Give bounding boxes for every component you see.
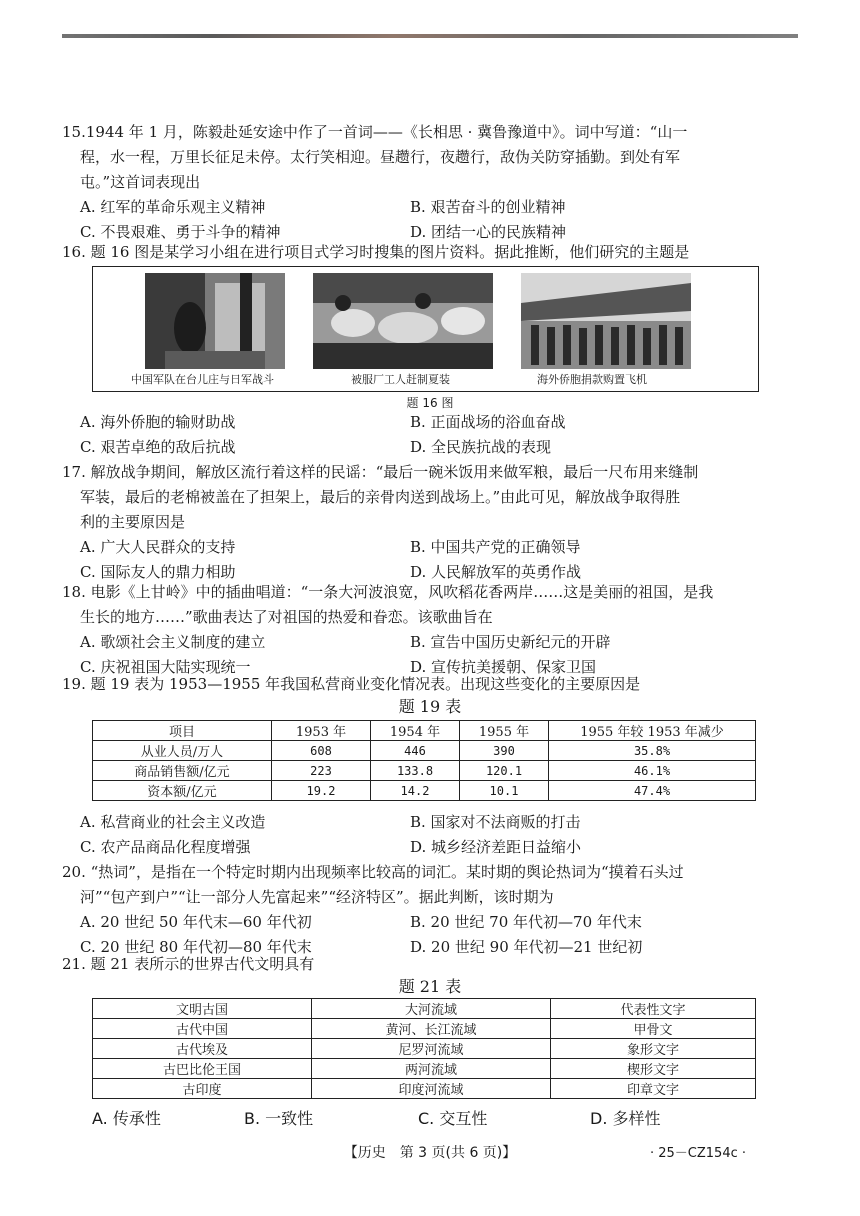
q21-cell: 古代埃及 bbox=[93, 1039, 312, 1059]
q19-stem-line1: 19. 题 19 表为 1953—1955 年我国私营商业变化情况表。出现这些变化的主要原因是 bbox=[62, 675, 641, 693]
question-16 bbox=[62, 240, 762, 265]
q21-option-c[interactable]: C. 交互性 bbox=[418, 1109, 488, 1128]
photo-overseas-aircraft bbox=[521, 273, 691, 369]
q21-cell: 印度河流域 bbox=[312, 1079, 551, 1099]
q21-cell: 甲骨文 bbox=[551, 1019, 756, 1039]
q17-option-c[interactable]: C. 国际友人的鼎力相助 bbox=[80, 563, 236, 581]
q19-cell: 47.4% bbox=[549, 781, 756, 801]
table-row bbox=[93, 1079, 756, 1099]
photo-uniform-factory bbox=[313, 273, 493, 369]
q15-option-c[interactable]: C. 不畏艰难、勇于斗争的精神 bbox=[80, 223, 281, 241]
q21-table bbox=[92, 998, 756, 1099]
q16-option-a[interactable]: A. 海外侨胞的输财助战 bbox=[80, 413, 236, 431]
q15-option-b[interactable]: B. 艰苦奋斗的创业精神 bbox=[410, 198, 566, 216]
scan-top-border bbox=[62, 34, 798, 38]
q21-cell: 古代中国 bbox=[93, 1019, 312, 1039]
q19-options-block bbox=[62, 810, 762, 860]
q18-option-a[interactable]: A. 歌颂社会主义制度的建立 bbox=[80, 633, 266, 651]
q21-header-cell: 文明古国 bbox=[93, 999, 312, 1019]
q19-table bbox=[92, 720, 756, 801]
q21-table-header bbox=[93, 999, 756, 1019]
q15-stem-line1: 15.1944 年 1 月，陈毅赴延安途中作了一首词——《长相思 · 冀鲁豫道中》。词中写道：“山一 bbox=[62, 123, 688, 141]
q19-cell: 19.2 bbox=[272, 781, 371, 801]
q16-stem-line1: 16. 题 16 图是某学习小组在进行项目式学习时搜集的图片资料。据此推断，他们研究的主题是 bbox=[62, 243, 690, 261]
q16-option-b[interactable]: B. 正面战场的浴血奋战 bbox=[410, 413, 566, 431]
q19-cell: 446 bbox=[371, 741, 460, 761]
table-row bbox=[93, 1059, 756, 1079]
q16-figure-title: 题 16 图 bbox=[406, 396, 454, 410]
q19-cell: 390 bbox=[460, 741, 549, 761]
q19-cell: 608 bbox=[272, 741, 371, 761]
q21-header-cell: 大河流域 bbox=[312, 999, 551, 1019]
q21-table-title: 题 21 表 bbox=[398, 977, 462, 996]
q15-stem-line3: 屯。”这首词表现出 bbox=[80, 173, 201, 191]
q21-stem-line1: 21. 题 21 表所示的世界古代文明具有 bbox=[62, 955, 315, 973]
q17-options bbox=[62, 535, 762, 585]
q15-stem-line2: 程，水一程，万里长征足未停。太行笑相迎。昼趱行，夜趱行，敌伪关防穿插勤。到处有军 bbox=[80, 148, 681, 166]
q19-header-cell: 1953 年 bbox=[272, 721, 371, 741]
q18-stem-line2: 生长的地方……”歌曲表达了对祖国的热爱和眷恋。该歌曲旨在 bbox=[80, 608, 493, 626]
q20-stem-line1: 20. “热词”，是指在一个特定时期内出现频率比较高的词汇。某时期的舆论热词为“摸着石头过 bbox=[62, 863, 684, 881]
q20-stem-line2: 河”“包产到户”“让一部分人先富起来”“经济特区”。据此判断，该时期为 bbox=[80, 888, 554, 906]
q19-table-header bbox=[93, 721, 756, 741]
q19-options bbox=[62, 810, 762, 860]
q15-options bbox=[62, 195, 762, 245]
q16-caption-2: 被服厂工人赶制夏装 bbox=[351, 373, 450, 386]
q19-cell: 从业人员/万人 bbox=[93, 741, 272, 761]
question-20 bbox=[62, 860, 762, 960]
q19-header-cell: 项目 bbox=[93, 721, 272, 741]
q17-option-a[interactable]: A. 广大人民群众的支持 bbox=[80, 538, 236, 556]
q16-options bbox=[62, 410, 762, 460]
q19-option-c[interactable]: C. 农产品商品化程度增强 bbox=[80, 838, 251, 856]
q15-option-a[interactable]: A. 红军的革命乐观主义精神 bbox=[80, 198, 266, 216]
page-footer: 【历史 第 3 页(共 6 页)】 bbox=[343, 1145, 517, 1161]
q21-cell: 黄河、长江流域 bbox=[312, 1019, 551, 1039]
q17-option-b[interactable]: B. 中国共产党的正确领导 bbox=[410, 538, 581, 556]
exam-code: · 25－CZ154c · bbox=[650, 1146, 747, 1161]
q19-cell: 商品销售额/亿元 bbox=[93, 761, 272, 781]
q19-option-d[interactable]: D. 城乡经济差距日益缩小 bbox=[410, 838, 582, 856]
q21-cell: 古巴比伦王国 bbox=[93, 1059, 312, 1079]
q19-cell: 46.1% bbox=[549, 761, 756, 781]
table-row bbox=[93, 1039, 756, 1059]
q16-option-d[interactable]: D. 全民族抗战的表现 bbox=[410, 438, 552, 456]
q19-header-cell: 1954 年 bbox=[371, 721, 460, 741]
table-row bbox=[93, 741, 756, 761]
q19-option-b[interactable]: B. 国家对不法商贩的打击 bbox=[410, 813, 581, 831]
q19-cell: 10.1 bbox=[460, 781, 549, 801]
q21-cell: 两河流域 bbox=[312, 1059, 551, 1079]
q21-cell: 印章文字 bbox=[551, 1079, 756, 1099]
table-row bbox=[93, 761, 756, 781]
q19-cell: 120.1 bbox=[460, 761, 549, 781]
q18-option-d[interactable]: D. 宣传抗美援朝、保家卫国 bbox=[410, 658, 597, 676]
q17-option-d[interactable]: D. 人民解放军的英勇作战 bbox=[410, 563, 582, 581]
q21-option-a[interactable]: A. 传承性 bbox=[92, 1109, 161, 1128]
q20-option-d[interactable]: D. 20 世纪 90 年代初—21 世纪初 bbox=[410, 938, 643, 956]
question-18 bbox=[62, 580, 762, 680]
q21-option-b[interactable]: B. 一致性 bbox=[244, 1109, 314, 1128]
q16-caption-3: 海外侨胞捐款购置飞机 bbox=[537, 373, 647, 386]
q19-header-cell: 1955 年 bbox=[460, 721, 549, 741]
q21-option-d[interactable]: D. 多样性 bbox=[590, 1109, 661, 1128]
q19-cell: 35.8% bbox=[549, 741, 756, 761]
q19-cell: 14.2 bbox=[371, 781, 460, 801]
q20-option-c[interactable]: C. 20 世纪 80 年代初—80 年代末 bbox=[80, 938, 312, 956]
table-row bbox=[93, 1019, 756, 1039]
q19-cell: 223 bbox=[272, 761, 371, 781]
q21-cell: 象形文字 bbox=[551, 1039, 756, 1059]
q16-option-c[interactable]: C. 艰苦卓绝的敌后抗战 bbox=[80, 438, 236, 456]
photo-taierzhuang bbox=[145, 273, 285, 369]
q18-stem-line1: 18. 电影《上甘岭》中的插曲唱道：“一条大河波浪宽，风吹稻花香两岸……这是美丽的祖国，是我 bbox=[62, 583, 714, 601]
q18-option-c[interactable]: C. 庆祝祖国大陆实现统一 bbox=[80, 658, 251, 676]
q17-stem-line3: 利的主要原因是 bbox=[80, 513, 186, 531]
q19-cell: 资本额/亿元 bbox=[93, 781, 272, 801]
q19-cell: 133.8 bbox=[371, 761, 460, 781]
q21-header-cell: 代表性文字 bbox=[551, 999, 756, 1019]
question-15 bbox=[62, 120, 762, 245]
q19-header-cell: 1955 年较 1953 年减少 bbox=[549, 721, 756, 741]
q16-options-block bbox=[62, 410, 762, 460]
q19-table-title: 题 19 表 bbox=[398, 697, 462, 716]
q20-option-a[interactable]: A. 20 世纪 50 年代末—60 年代初 bbox=[80, 913, 312, 931]
q20-option-b[interactable]: B. 20 世纪 70 年代初—70 年代末 bbox=[410, 913, 642, 931]
q15-option-d[interactable]: D. 团结一心的民族精神 bbox=[410, 223, 567, 241]
q19-option-a[interactable]: A. 私营商业的社会主义改造 bbox=[80, 813, 266, 831]
q21-cell: 楔形文字 bbox=[551, 1059, 756, 1079]
q18-option-b[interactable]: B. 宣告中国历史新纪元的开辟 bbox=[410, 633, 611, 651]
question-17 bbox=[62, 460, 762, 585]
q21-cell: 尼罗河流域 bbox=[312, 1039, 551, 1059]
q16-figure bbox=[92, 266, 759, 392]
q21-cell: 古印度 bbox=[93, 1079, 312, 1099]
q17-stem-line1: 17. 解放战争期间，解放区流行着这样的民谣：“最后一碗米饭用来做军粮，最后一尺布用来缝制 bbox=[62, 463, 699, 481]
q17-stem-line2: 军装，最后的老棉被盖在了担架上，最后的亲骨肉送到战场上。”由此可见，解放战争取得胜 bbox=[80, 488, 681, 506]
table-row bbox=[93, 781, 756, 801]
q16-caption-1: 中国军队在台儿庄与日军战斗 bbox=[131, 373, 274, 386]
